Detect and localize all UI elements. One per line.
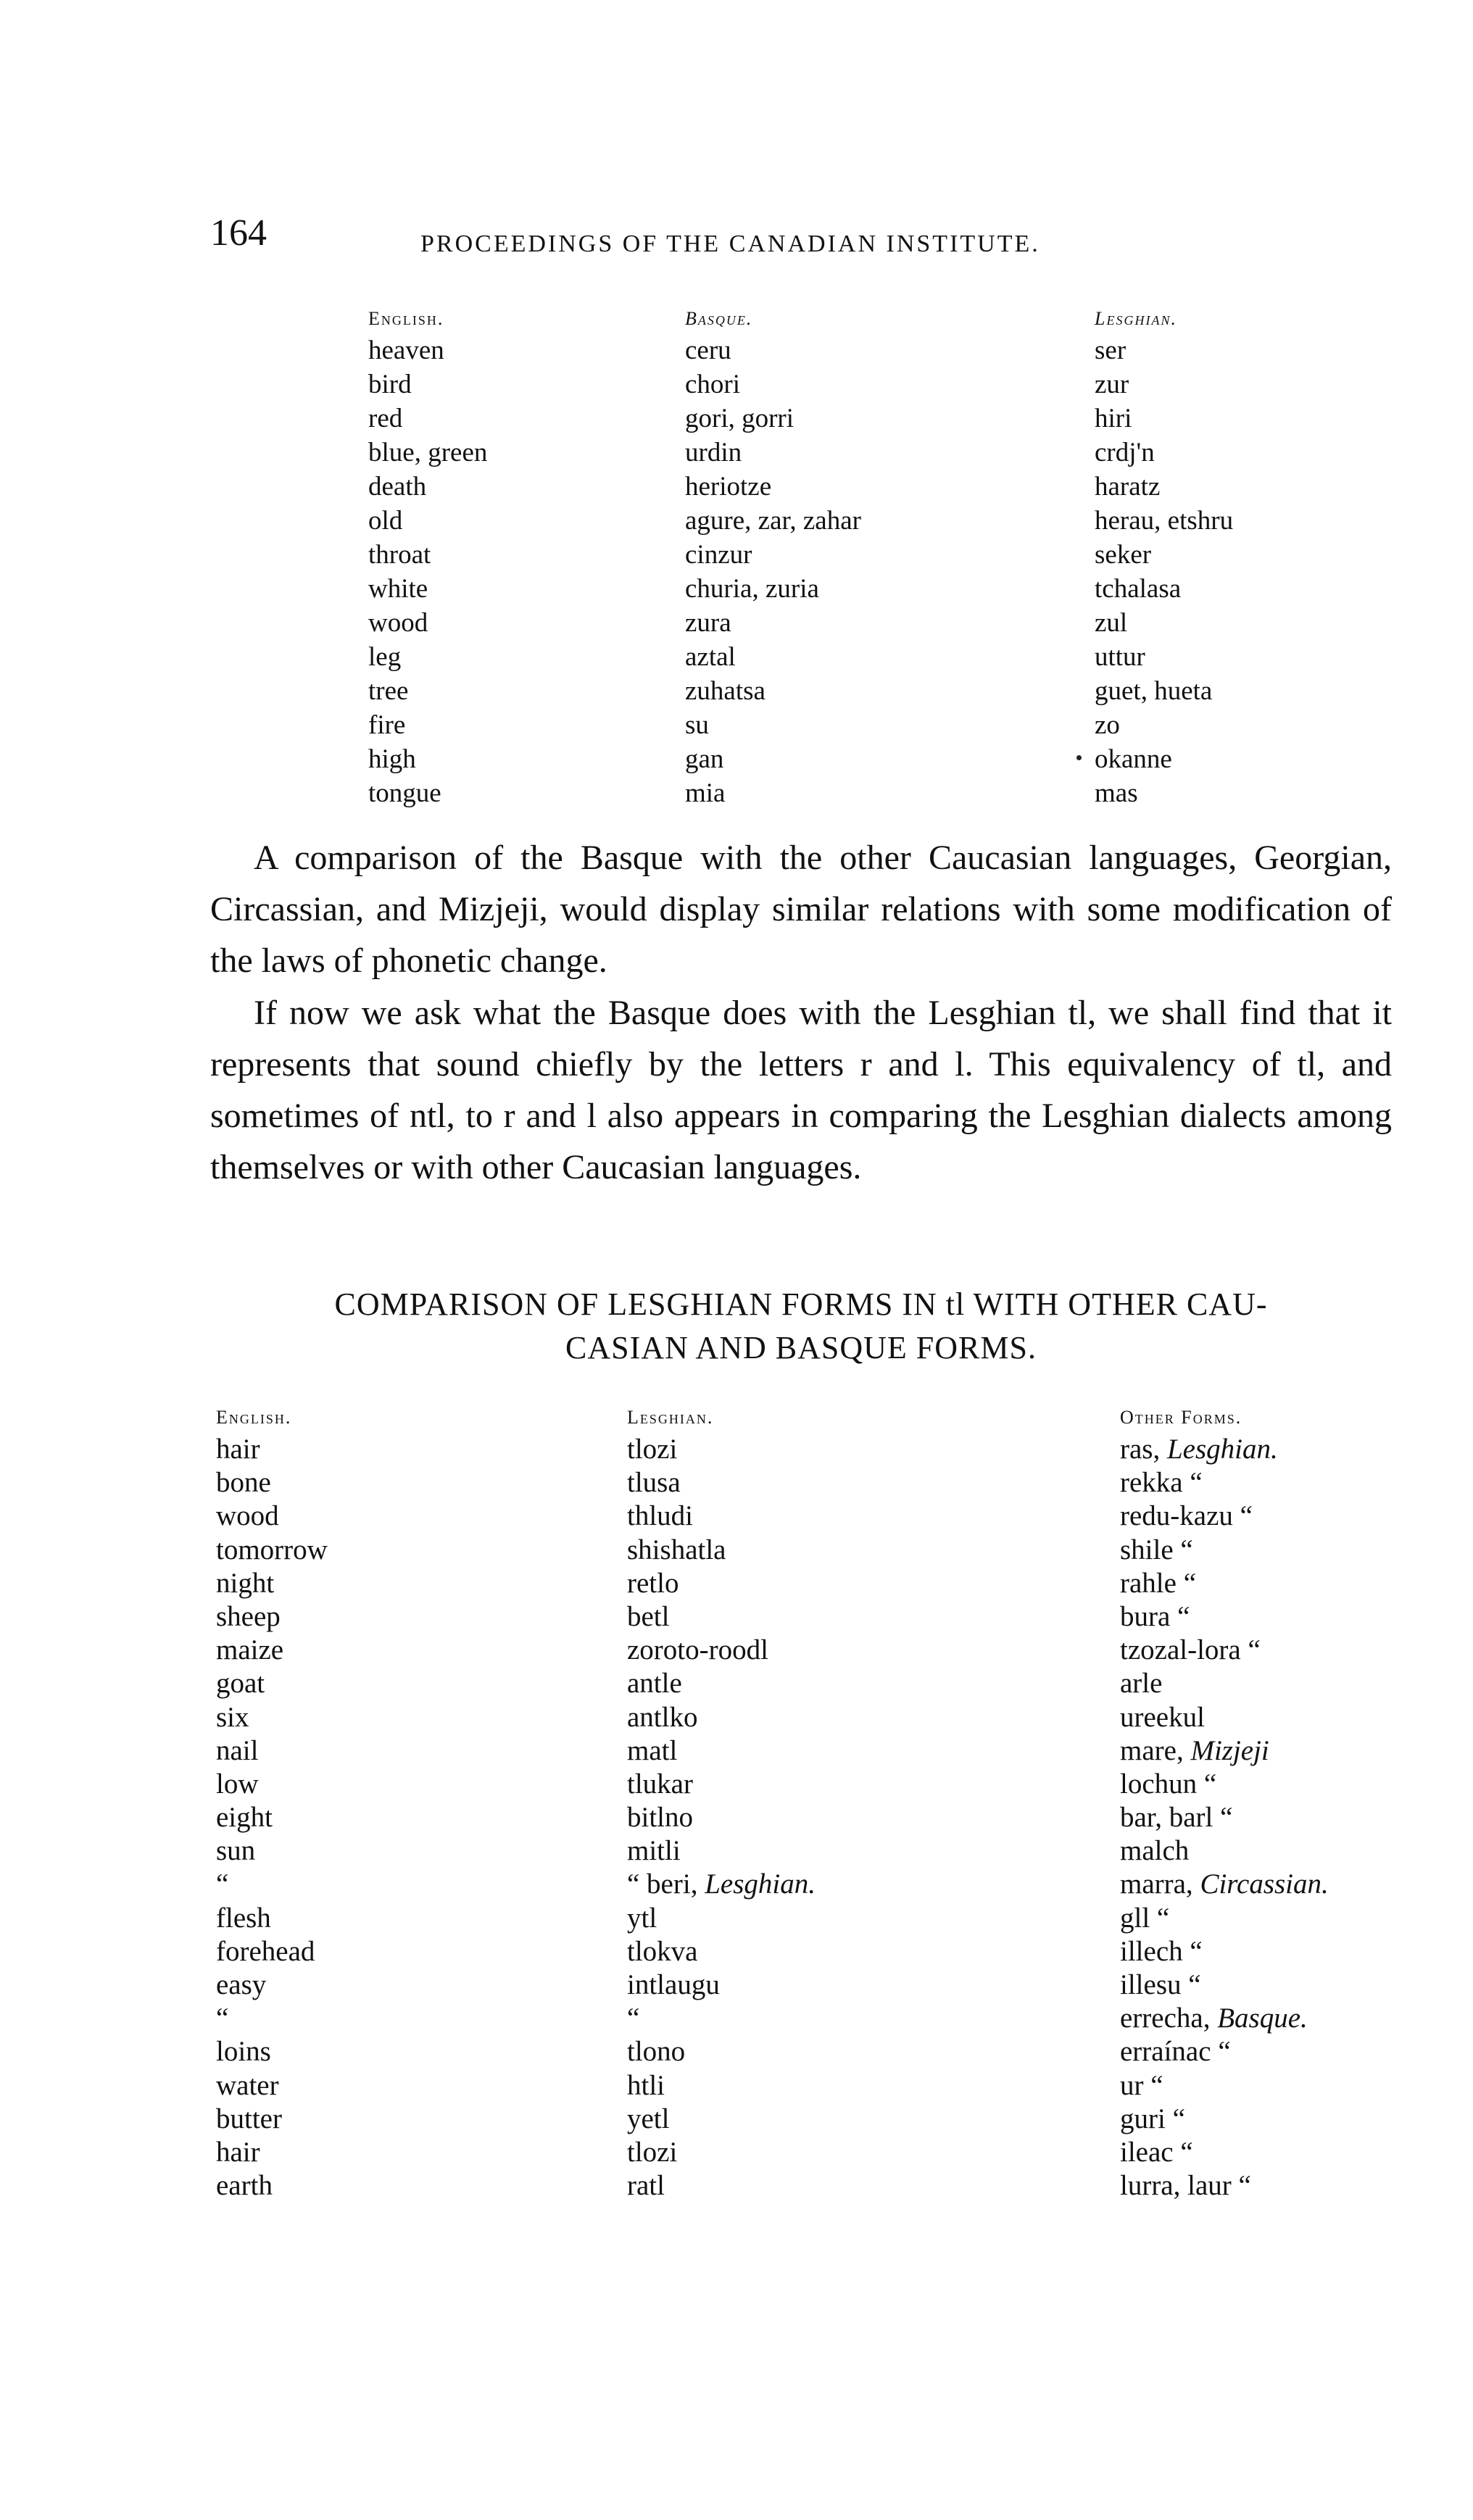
table1-basque-cell: zuhatsa <box>685 676 765 706</box>
table1-header-english: English. <box>368 308 444 329</box>
table2-english-cell: hair <box>216 2136 260 2168</box>
table2-other-value: illesu <box>1120 1969 1182 2000</box>
table2-english-cell: butter <box>216 2103 282 2134</box>
table2-other-value: mare, <box>1120 1734 1184 1766</box>
running-head: PROCEEDINGS OF THE CANADIAN INSTITUTE. <box>420 230 1040 257</box>
table2-other-note: “ <box>1177 1600 1190 1632</box>
table2-lesghian-value: antle <box>627 1668 682 1700</box>
table2-other-value: ureekul <box>1120 1701 1205 1733</box>
table2-other-note: “ <box>1180 1534 1193 1565</box>
table2-other-cell <box>1120 1734 1410 1768</box>
table2-other-value: ileac <box>1120 2136 1174 2168</box>
table2-other-cell <box>1120 2069 1410 2103</box>
table2-header-lesghian: Lesghian. <box>627 1407 714 1428</box>
table2-other-cell <box>1120 1834 1410 1868</box>
table2-lesghian-value: “ beri, <box>627 1868 698 1900</box>
table2-english-cell: goat <box>216 1668 265 1700</box>
section-heading-line2: CASIAN AND BASQUE FORMS. <box>565 1330 1037 1365</box>
table2-other-value: tzozal-lora <box>1120 1634 1241 1666</box>
table2-other-value: marra, <box>1120 1868 1193 1900</box>
table2-english-cell: six <box>216 1701 249 1733</box>
table1-lesghian-cell: seker <box>1095 540 1152 570</box>
table1-basque-cell: urdin <box>685 438 742 467</box>
table2-lesghian-note: Lesghian. <box>705 1868 816 1900</box>
table2-english-cell: sheep <box>216 1600 281 1632</box>
table2-lesghian-value: betl <box>627 1600 670 1632</box>
table2-header-english: English. <box>216 1407 292 1428</box>
table2-other-value: ur <box>1120 2069 1144 2101</box>
table1-english-cell: fire <box>368 710 406 740</box>
table2-lesghian-cell <box>627 2103 1105 2136</box>
table2-lesghian-cell <box>627 1667 1105 1700</box>
section-heading-line1: COMPARISON OF LESGHIAN FORMS IN tl WITH OTHER CAU- <box>334 1286 1268 1322</box>
table2-english-cell: “ <box>216 2003 229 2034</box>
table2-other-cell <box>1120 1667 1410 1700</box>
table2-lesghian-cell <box>627 1768 1105 1801</box>
table2-other-value: arle <box>1120 1668 1163 1700</box>
table1-basque-cell: ceru <box>685 336 731 365</box>
paragraph-comparison: A comparison of the Basque with the other Caucasian languages, Georgian, Circassian, and Mizjeji, would display similar relations with some modification of the laws of phonetic change. <box>210 839 1392 980</box>
table2-other-note: Circassian. <box>1200 1868 1329 1900</box>
table2-other-cell <box>1120 1701 1410 1734</box>
table2-english-cell: bone <box>216 1467 271 1499</box>
table2-other-value: lochun <box>1120 1768 1198 1800</box>
table1-basque-cell: mia <box>685 778 726 808</box>
table1-english-cell: blue, green <box>368 438 488 467</box>
table2-other-value: redu-kazu <box>1120 1500 1233 1532</box>
table2-other-cell <box>1120 1768 1410 1801</box>
table2-lesghian-value: yetl <box>627 2103 670 2134</box>
table2-other-cell <box>1120 2103 1410 2136</box>
table2-other-note: “ <box>1183 1567 1197 1599</box>
table1-basque-cell: gori, gorri <box>685 404 794 433</box>
table2-other-cell <box>1120 1466 1410 1500</box>
paragraph-tl-equivalency: If now we ask what the Basque does with the Lesghian tl, we shall find that it represents that sound chiefly by the letters r and l. This equivalency of tl, and sometimes of ntl, to r and l also appears in comparing the Lesghian dialects among themselves or with other Caucasian languages. <box>210 994 1392 1186</box>
table2-lesghian-column <box>627 1402 1105 2203</box>
table2-english-cell: earth <box>216 2170 273 2202</box>
table2-other-cell <box>1120 1634 1410 1667</box>
table1-basque-cell: zura <box>685 608 731 638</box>
table1-english-cell: tongue <box>368 778 441 808</box>
table2-lesghian-value: tlokva <box>627 1935 698 1967</box>
table2-lesghian-cell <box>627 2035 1105 2068</box>
table1-english-cell: old <box>368 506 403 536</box>
table1-english-cell: throat <box>368 540 431 570</box>
table2-lesghian-cell <box>627 1801 1105 1834</box>
table2-english-cell: nail <box>216 1734 259 1766</box>
table2-lesghian-cell <box>627 1534 1105 1567</box>
table2-other-cell <box>1120 1868 1410 1901</box>
table1-basque-cell: su <box>685 710 709 740</box>
table1-lesghian-cell: mas <box>1095 778 1138 808</box>
section-heading <box>210 1283 1392 1370</box>
table2-lesghian-value: htli <box>627 2069 665 2101</box>
table2-english-cell: night <box>216 1567 275 1599</box>
table1-lesghian-cell: ser <box>1095 336 1126 365</box>
table1-english-cell: death <box>368 472 427 502</box>
table2-lesghian-cell <box>627 1600 1105 1634</box>
table2-lesghian-cell <box>627 1634 1105 1667</box>
table1-english-cell: white <box>368 574 428 604</box>
table2-other-note: Lesghian. <box>1166 1434 1278 1465</box>
table1-lesghian-cell: herau, etshru <box>1095 506 1234 536</box>
table1-english-cell: wood <box>368 608 428 638</box>
table1-english-cell: tree <box>368 676 409 706</box>
table2-lesghian-cell <box>627 1433 1105 1466</box>
table2-lesghian-cell <box>627 1466 1105 1500</box>
table2-english-cell: forehead <box>216 1935 315 1967</box>
table1-lesghian-cell: zur <box>1095 370 1129 399</box>
table2-lesghian-value: thludi <box>627 1500 694 1532</box>
table2-other-value: rekka <box>1120 1467 1183 1499</box>
table2-other-note: “ <box>1238 2170 1251 2202</box>
table2-english-cell: low <box>216 1768 259 1800</box>
table2-other-note: “ <box>1218 2036 1231 2068</box>
table2-english-cell: wood <box>216 1500 279 1532</box>
table1-basque-cell: heriotze <box>685 472 772 502</box>
table1-basque-cell: gan <box>685 744 724 774</box>
table2-other-note: “ <box>1156 1902 1170 1934</box>
table2-other-value: rahle <box>1120 1567 1177 1599</box>
table2-lesghian-cell <box>627 1902 1105 1935</box>
table2-english-column <box>216 1402 578 2203</box>
table1-lesghian-cell: haratz <box>1095 472 1161 502</box>
table2-lesghian-value: tlukar <box>627 1768 693 1800</box>
table1-basque-cell: cinzur <box>685 540 752 570</box>
table2-other-note: “ <box>1188 1969 1201 2000</box>
table2-other-cell <box>1120 2169 1410 2203</box>
table2-lesghian-cell <box>627 1567 1105 1600</box>
table1-lesghian-cell: guet, hueta <box>1095 676 1213 706</box>
table1-lesghian-cell: okanne <box>1095 744 1172 774</box>
table1-english-cell: leg <box>368 642 402 672</box>
table2-lesghian-value: shishatla <box>627 1534 726 1565</box>
table2-other-cell <box>1120 1567 1410 1600</box>
table2-other-cell <box>1120 1902 1410 1935</box>
table2-lesghian-cell <box>627 2002 1105 2035</box>
table2-lesghian-value: tlono <box>627 2036 686 2068</box>
table2-other-note: “ <box>1240 1500 1253 1532</box>
table1-lesghian-cell: zo <box>1095 710 1120 740</box>
table2-other-cell <box>1120 2136 1410 2169</box>
table2-other-note: “ <box>1172 2103 1185 2134</box>
table2-english-cell: hair <box>216 1434 260 1465</box>
table2-lesghian-value: matl <box>627 1734 678 1766</box>
table2-lesghian-cell <box>627 1734 1105 1768</box>
table2-lesghian-cell <box>627 1500 1105 1533</box>
table2-header-other-forms: Other Forms. <box>1120 1407 1242 1428</box>
table2-english-cell: maize <box>216 1634 284 1666</box>
table1-english-cell: bird <box>368 370 412 399</box>
table2-other-value: errecha, <box>1120 2003 1211 2034</box>
table2-lesghian-cell <box>627 2069 1105 2103</box>
table2-lesghian-cell <box>627 1834 1105 1868</box>
table2-lesghian-value: tlusa <box>627 1467 681 1499</box>
table2-english-cell: sun <box>216 1835 256 1867</box>
table1-lesghian-cell: uttur <box>1095 642 1145 672</box>
table2-english-cell: loins <box>216 2036 271 2068</box>
table1-basque-cell: churia, zuria <box>685 574 819 604</box>
table2-lesghian-value: retlo <box>627 1567 679 1599</box>
table2-other-cell <box>1120 1534 1410 1567</box>
table1-lesghian-cell: crdj'n <box>1095 438 1155 467</box>
table1-basque-cell: agure, zar, zahar <box>685 506 861 536</box>
table2-other-value: guri <box>1120 2103 1166 2134</box>
table2-lesghian-value: tlozi <box>627 2136 678 2168</box>
table2-lesghian-value: ratl <box>627 2170 665 2202</box>
table2-other-forms-column <box>1120 1402 1410 2203</box>
table2-lesghian-cell <box>627 1968 1105 2002</box>
table2-english-cell: easy <box>216 1969 267 2000</box>
table2-other-cell <box>1120 1968 1410 2002</box>
table2-lesghian-cell <box>627 2136 1105 2169</box>
table2-english-cell: eight <box>216 1802 273 1834</box>
table2-other-note: “ <box>1190 1467 1203 1499</box>
table2-lesghian-value: “ <box>627 2003 640 2034</box>
table2-other-value: lurra, laur <box>1120 2170 1232 2202</box>
table1-lesghian-column <box>1095 304 1472 810</box>
table2-other-cell <box>1120 1500 1410 1533</box>
table2-other-value: malch <box>1120 1835 1190 1867</box>
table1-english-cell: heaven <box>368 336 444 365</box>
table2-other-value: erraínac <box>1120 2036 1211 2068</box>
table2-other-note: Basque. <box>1217 2003 1308 2034</box>
table2-other-cell <box>1120 1600 1410 1634</box>
table2-other-cell <box>1120 2002 1410 2035</box>
table1-basque-cell: chori <box>685 370 741 399</box>
page-number: 164 <box>210 212 267 254</box>
table2-other-note: Mizjeji <box>1190 1734 1269 1766</box>
table2-other-value: shile <box>1120 1534 1174 1565</box>
table1-header-basque: Basque. <box>685 308 753 329</box>
table2-other-value: bura <box>1120 1600 1171 1632</box>
table1-basque-column <box>685 304 1062 810</box>
table2-other-value: illech <box>1120 1935 1183 1967</box>
table2-lesghian-cell <box>627 2169 1105 2203</box>
table2-lesghian-cell <box>627 1701 1105 1734</box>
table2-other-cell <box>1120 1801 1410 1834</box>
table2-lesghian-value: tlozi <box>627 1434 678 1465</box>
table1-basque-cell: aztal <box>685 642 736 672</box>
table2-lesghian-value: zoroto-roodl <box>627 1634 768 1666</box>
table1-lesghian-cell: tchalasa <box>1095 574 1182 604</box>
table2-other-note: “ <box>1203 1768 1217 1800</box>
table2-other-note: “ <box>1190 1935 1203 1967</box>
table2-other-cell <box>1120 1433 1410 1466</box>
table1-lesghian-cell: zul <box>1095 608 1128 638</box>
table2-lesghian-value: mitli <box>627 1835 681 1867</box>
table1-lesghian-cell: hiri <box>1095 404 1132 433</box>
table2-english-cell: tomorrow <box>216 1534 328 1565</box>
table2-other-value: gll <box>1120 1902 1150 1934</box>
table1-english-cell: high <box>368 744 416 774</box>
table2-english-cell: water <box>216 2069 279 2101</box>
table2-other-value: bar, barl <box>1120 1802 1213 1834</box>
table2-english-cell: “ <box>216 1868 229 1900</box>
table2-other-note: “ <box>1180 2136 1193 2168</box>
table2-other-note: “ <box>1248 1634 1261 1666</box>
table2-other-cell <box>1120 2035 1410 2068</box>
table2-english-cell: flesh <box>216 1902 271 1934</box>
table2-other-value: ras, <box>1120 1434 1161 1465</box>
table2-other-cell <box>1120 1935 1410 1968</box>
table2-lesghian-value: intlaugu <box>627 1969 720 2000</box>
table1-english-cell: red <box>368 404 403 433</box>
table1-header-lesghian: Lesghian. <box>1095 308 1177 329</box>
stray-dot-mark <box>1076 755 1082 760</box>
table2-lesghian-value: ytl <box>627 1902 657 1934</box>
table2-lesghian-value: bitlno <box>627 1802 694 1834</box>
table2-other-note: “ <box>1150 2069 1163 2101</box>
table2-other-note: “ <box>1220 1802 1233 1834</box>
table2-lesghian-cell <box>627 1868 1105 1901</box>
table2-lesghian-cell <box>627 1935 1105 1968</box>
table2-lesghian-value: antlko <box>627 1701 698 1733</box>
